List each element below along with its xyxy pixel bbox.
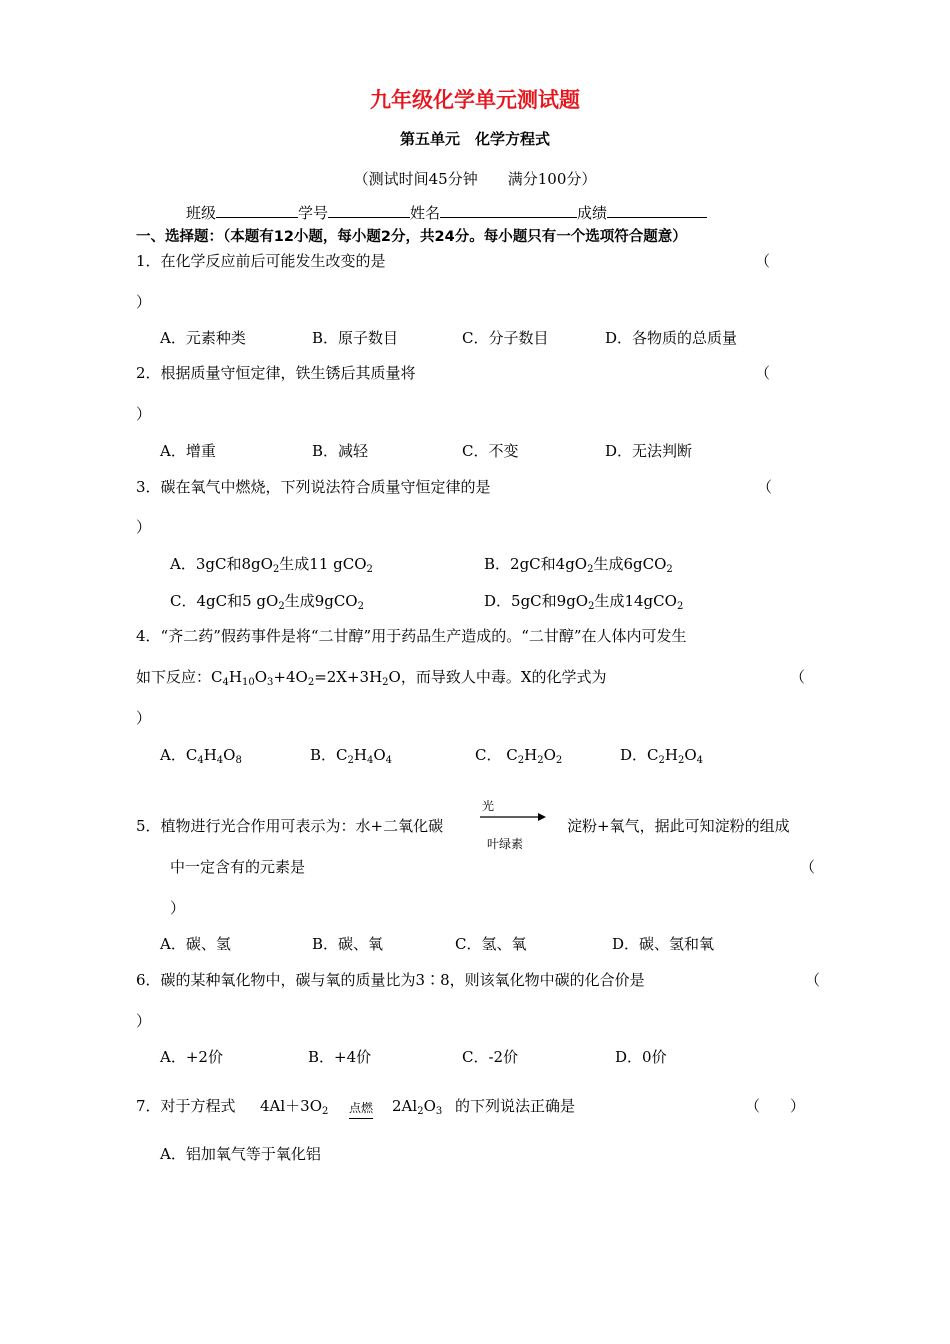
q4-option-b: B．$C_2H_4O_4$ [310,746,393,766]
score-blank [607,202,707,218]
q5-paren-close: ） [170,899,186,917]
q4-stem-pre: 如下反应： [136,668,212,686]
q7-option-a: A．铝加氧气等于氧化铝 [160,1145,321,1163]
q3-stem: 3．碳在氧气中燃烧，下列说法符合质量守恒定律的是 [136,478,491,496]
class-label: 班级 [186,204,217,222]
q3-option-c: C．4gC和5 $gO_2$生成9gCO$_2$ [170,592,364,612]
score-label: 成绩 [577,204,608,222]
q6-option-a: A．+2价 [160,1048,223,1066]
q3-option-a: A．3gC和$8gO_2$生成11 gCO$_2$ [170,555,373,575]
name-blank [440,202,577,218]
q4-equation: $C_4H_{10}O_3+4O_2=2X+3H_2O$ [211,668,401,688]
number-label: 学号 [298,204,329,222]
q2-option-c: C．不变 [462,442,519,460]
q4-option-c: C． $C_2H_2O_2$ [475,746,563,766]
q1-option-a: A．元素种类 [160,329,246,347]
q4-paren-open: （ [790,668,806,686]
q5-option-a: A．碳、氢 [160,935,231,953]
q6-option-b: B．+4价 [308,1048,372,1066]
q4-stem-line2 [136,668,607,686]
section-heading: 一、选择题：（本题有12小题，每小题2分，共24分。每小题只有一个选项符合题意） [136,229,687,245]
q5-stem-post: 淀粉+氧气，据此可知淀粉的组成 [567,817,790,835]
class-blank [216,202,298,218]
q6-option-d: D．0价 [615,1048,667,1066]
q3-paren-open: （ [757,478,773,496]
page-title: 九年级化学单元测试题 [370,88,580,112]
q3-option-d: D．5gC和$9gO_2$生成14gCO$_2$ [484,592,684,612]
q5-arrow-bottom-label: 叶绿素 [487,837,524,851]
q1-stem: 1．在化学反应前后可能发生改变的是 [136,252,386,270]
name-label: 姓名 [410,204,441,222]
q5-option-d: D．碳、氢和氧 [612,935,715,953]
q7-condition: 点燃 [349,1099,373,1119]
q4-stem-post: ，而导致人中毒。X的化学式为 [400,668,607,686]
q5-option-b: B．碳、氧 [312,935,384,953]
q7-products: $2Al_2O_3$ [392,1097,443,1117]
q2-paren-close: ） [136,405,152,423]
q1-option-b: B．原子数目 [312,329,399,347]
q1-option-d: D．各物质的总质量 [605,329,738,347]
q6-paren-open: （ [805,971,821,989]
q5-paren-open: （ [800,858,816,876]
q4-stem-line1: 4．“齐二药”假药事件是将“二甘醇”用于药品生产造成的。“二甘醇”在人体内可发生 [136,627,687,645]
q5-reaction-arrow [480,811,548,823]
q2-stem: 2．根据质量守恒定律，铁生锈后其质量将 [136,364,416,382]
q1-paren-close: ） [136,293,152,311]
q6-paren-close: ） [136,1012,152,1030]
q4-option-a: A．$C_4H_4O_8$ [160,746,242,766]
q5-arrow-top-label: 光 [482,799,495,813]
q7-stem-post: 的下列说法正确是 [455,1097,576,1115]
q7-stem-pre: 7．对于方程式 [136,1097,236,1115]
q5-stem-line2: 中一定含有的元素是 [170,858,306,876]
q7-reactants: $4Al+3O_2$ [260,1097,329,1117]
q5-stem-pre: 5．植物进行光合作用可表示为：水+二氧化碳 [136,817,444,835]
q3-option-b: B．2gC和$4gO_2$生成6gCO$_2$ [484,555,673,575]
q1-option-c: C．分子数目 [462,329,549,347]
q6-option-c: C．-2价 [462,1048,519,1066]
q6-stem: 6．碳的某种氧化物中，碳与氧的质量比为3∶8，则该氧化物中碳的化合价是 [136,971,645,989]
q4-paren-close: ） [136,709,152,727]
q5-option-c: C．氢、氧 [455,935,527,953]
q3-paren-close: ） [136,518,152,536]
q2-paren-open: （ [755,364,771,382]
q4-option-d: D．$C_2H_2O_4$ [620,746,704,766]
q7-paren: （ ） [745,1097,806,1115]
q2-option-a: A．增重 [160,442,216,460]
q2-option-d: D．无法判断 [605,442,693,460]
student-info-line [186,202,707,222]
q1-paren-open: （ [755,252,771,270]
number-blank [328,202,410,218]
unit-subtitle: 第五单元 化学方程式 [399,130,550,148]
q2-option-b: B．减轻 [312,442,369,460]
time-note: （测试时间45分钟 满分100分） [353,170,597,188]
